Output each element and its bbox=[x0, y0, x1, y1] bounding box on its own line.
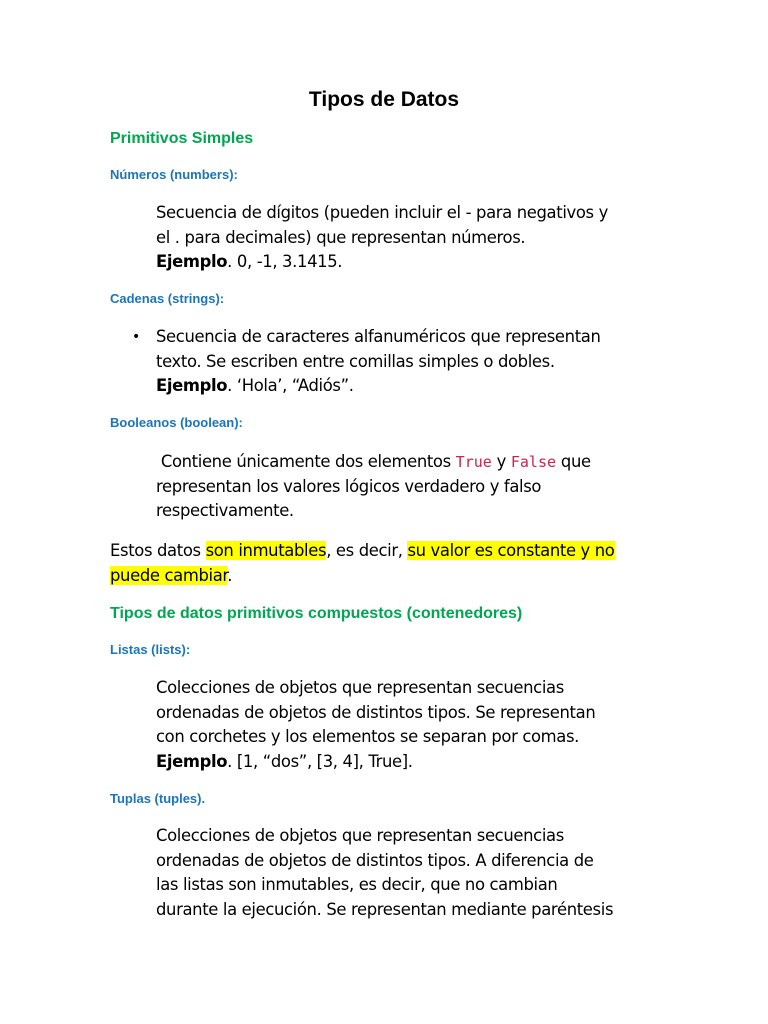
numbers-example-value: . 0, -1, 3.1415. bbox=[227, 252, 343, 271]
numbers-description bbox=[156, 201, 666, 275]
strings-description bbox=[156, 325, 666, 399]
code-false: False bbox=[510, 453, 557, 471]
numbers-text-line2: el . para decimales) que representan números. bbox=[156, 227, 526, 247]
subheading-strings: Cadenas (strings): bbox=[110, 291, 225, 306]
lists-text-line2: ordenadas de objetos de distintos tipos. Se representan bbox=[156, 702, 596, 722]
tuples-text-line1: Colecciones de objetos que representan secuencias bbox=[156, 826, 564, 845]
tuples-description bbox=[156, 824, 666, 922]
booleans-and-word: y bbox=[491, 452, 511, 471]
numbers-example-label: Ejemplo bbox=[156, 252, 228, 271]
lists-description bbox=[156, 676, 666, 774]
highlight-son-inmutables: son inmutables bbox=[205, 541, 327, 560]
immutability-summary bbox=[110, 539, 666, 588]
tuples-heading-dot: . bbox=[201, 791, 206, 806]
booleans-text-line2: representan los valores lógicos verdadero y falso bbox=[156, 476, 542, 496]
numbers-text-line1: Secuencia de dígitos (pueden incluir el - para negativos y bbox=[156, 203, 608, 222]
subheading-tuples bbox=[110, 790, 205, 808]
strings-example-label: Ejemplo bbox=[156, 376, 228, 395]
section-heading-primitivos-simples: Primitivos Simples bbox=[110, 130, 254, 147]
summary-part2: , es decir, bbox=[326, 541, 408, 560]
bullet-marker: • bbox=[132, 329, 141, 345]
lists-example-value: . [1, “dos”, [3, 4], True]. bbox=[227, 751, 413, 771]
subheading-lists: Listas (lists): bbox=[110, 642, 191, 657]
strings-text-line1: Secuencia de caracteres alfanuméricos que representan bbox=[156, 327, 601, 346]
highlight-valor-constante-line1: su valor es constante y no bbox=[407, 541, 615, 560]
tuples-text-line2: ordenadas de objetos de distintos tipos. A diferencia de bbox=[156, 850, 594, 870]
lists-text-line1: Colecciones de objetos que representan secuencias bbox=[156, 678, 564, 697]
section-heading-compuestos: Tipos de datos primitivos compuestos (contenedores) bbox=[110, 605, 523, 622]
booleans-text-before: Contiene únicamente dos elementos bbox=[156, 452, 456, 471]
page-title: Tipos de Datos bbox=[308, 88, 460, 111]
lists-example-label: Ejemplo bbox=[156, 751, 228, 771]
subheading-numbers: Números (numbers): bbox=[110, 167, 238, 182]
subheading-booleans: Booleanos (boolean): bbox=[110, 415, 243, 430]
tuples-heading-text: Tuplas (tuples) bbox=[110, 791, 202, 806]
summary-part1: Estos datos bbox=[110, 541, 206, 560]
strings-text-line2: texto. Se escriben entre comillas simples o dobles. bbox=[156, 351, 555, 371]
lists-text-line3: con corchetes y los elementos se separan por comas. bbox=[156, 727, 580, 746]
code-true: True bbox=[455, 453, 492, 471]
tuples-text-line4: durante la ejecución. Se representan mediante paréntesis bbox=[156, 899, 614, 919]
booleans-description bbox=[156, 450, 666, 524]
highlight-valor-constante-line2: puede cambiar bbox=[110, 565, 228, 585]
booleans-text-line3: respectivamente. bbox=[156, 501, 294, 520]
summary-part3: . bbox=[227, 565, 233, 585]
strings-example-value: . ‘Hola’, “Adiós”. bbox=[227, 376, 354, 395]
tuples-text-line3: las listas son inmutables, es decir, que no cambian bbox=[156, 875, 558, 894]
booleans-text-after: que bbox=[556, 452, 591, 471]
